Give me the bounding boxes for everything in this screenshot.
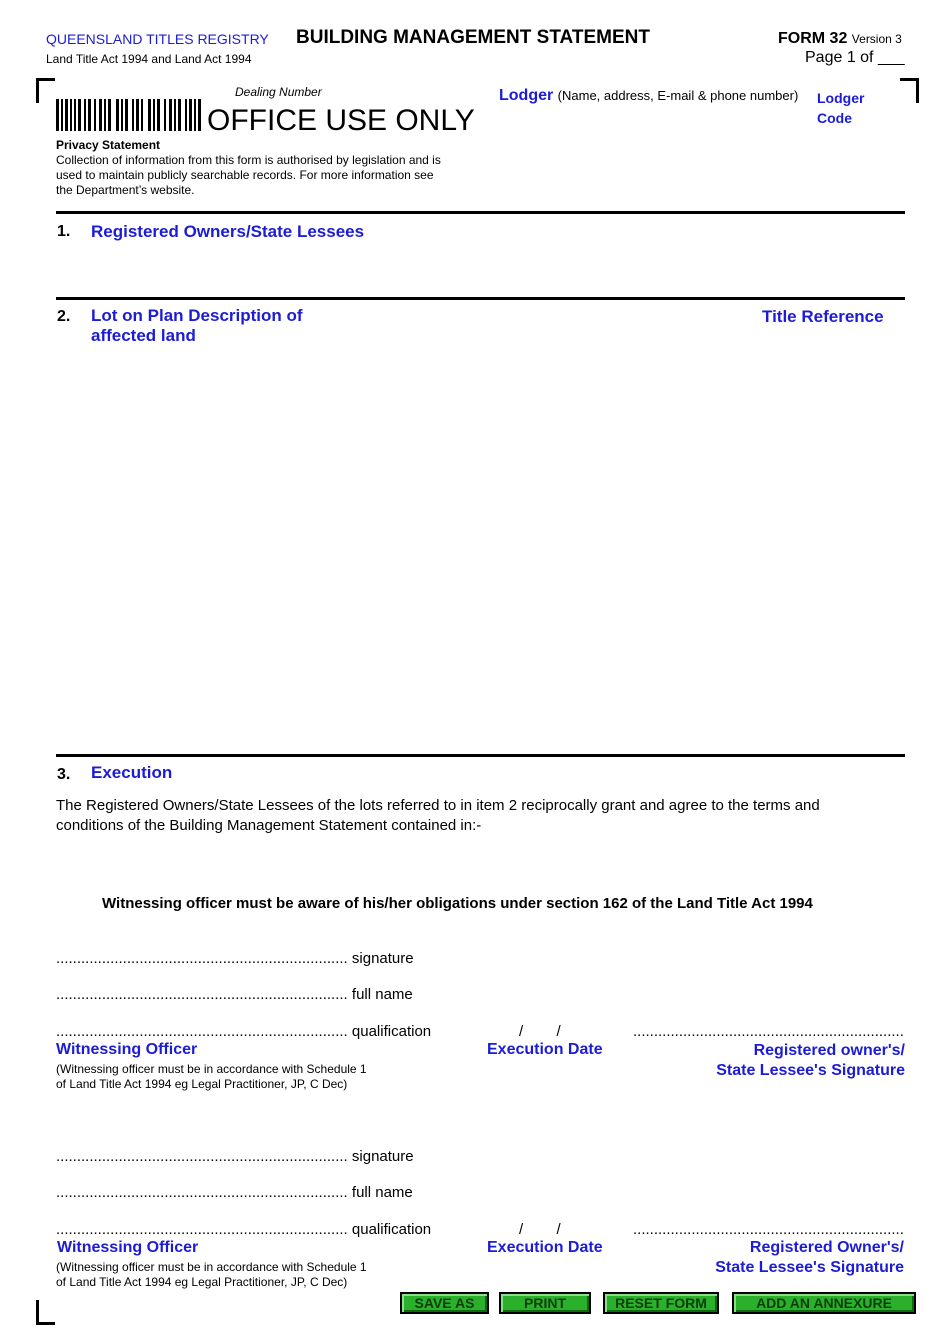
execution-date-label: Execution Date [487,1041,603,1058]
print-button[interactable]: PRINT [499,1292,591,1314]
reset-form-button[interactable]: RESET FORM [603,1292,719,1314]
execution-date-field[interactable]: / / [519,1023,561,1040]
signature-dots: ...................................................................... [56,1148,348,1165]
lodger-code-label [817,88,864,128]
witnessing-officer-label: Witnessing Officer [57,1239,199,1256]
lodger-code-line1: Lodger [817,90,865,106]
owner-signature-label-line2: State Lessee's Signature [715,1259,904,1276]
section2-number: 2. [57,308,71,325]
qualification-dots: ...................................................................... [56,1221,348,1238]
add-annexure-button[interactable]: ADD AN ANNEXURE [732,1292,916,1314]
witnessing-officer-label: Witnessing Officer [56,1041,198,1058]
execution-text-line1: The Registered Owners/State Lessees of the lots referred to in item 2 reciprocally grant and agree to the terms and [56,797,820,814]
section2-title-line1: Lot on Plan Description of [91,306,303,325]
signature-dots: ...................................................................... [56,950,348,967]
witness-note-line1: (Witnessing officer must be in accordance with Schedule 1 [56,1260,367,1274]
execution-text-line2: conditions of the Building Management Statement contained in:- [56,817,482,834]
lodger-label: Lodger [499,87,554,104]
owner-signature-label-line1: Registered owner's/ [753,1042,905,1059]
section-divider [56,297,905,300]
execution-text [56,796,820,836]
witness-note-line1: (Witnessing officer must be in accordance with Schedule 1 [56,1062,367,1076]
privacy-line: the Department’s website. [56,183,195,197]
section1-number: 1. [57,223,71,240]
corner-mark-top-left [36,78,55,103]
section-divider [56,211,905,214]
witness-full-name-line[interactable] [56,986,413,1003]
witness-signature-line[interactable] [56,1148,414,1165]
witness-note [56,1260,367,1290]
title-reference-label: Title Reference [762,307,884,326]
execution-date-label: Execution Date [487,1239,603,1256]
bms-contained-in-field[interactable] [56,838,901,882]
section1-title: Registered Owners/State Lessees [91,222,365,241]
page-indicator: Page 1 of ___ [805,49,905,66]
owner-signature-label-line1: Registered Owner's/ [749,1239,904,1256]
witness-qualification-line[interactable] [56,1221,431,1238]
form-number-line [778,30,902,48]
barcode-icon [56,99,202,131]
execution-date-field[interactable]: / / [519,1221,561,1238]
form-version: Version 3 [851,32,902,46]
corner-mark-top-right [900,78,919,103]
witness-signature-line[interactable] [56,950,414,967]
privacy-line: used to maintain publicly searchable records. For more information see [56,168,434,182]
full-name-label: full name [351,986,413,1003]
full-name-label: full name [351,1184,413,1201]
witness-notice: Witnessing officer must be aware of his/her obligations under section 162 of the Land Title Act 1994 [102,895,813,912]
section3-number: 3. [57,766,71,783]
owner-signature-line[interactable]: ................................................................. [633,1023,904,1040]
lodger-field-label [499,87,798,105]
witness-note-line2: of Land Title Act 1994 eg Legal Practitioner, JP, C Dec) [56,1275,348,1289]
lodger-code-line2: Code [817,110,852,126]
privacy-statement [56,138,441,198]
owner-signature-line[interactable]: ................................................................. [633,1221,904,1238]
full-name-dots: ...................................................................... [56,1184,348,1201]
owner-signature-label-line2: State Lessee's Signature [716,1062,905,1079]
form-title: BUILDING MANAGEMENT STATEMENT [296,27,650,48]
dealing-number-label: Dealing Number [235,85,322,99]
title-reference-field[interactable] [720,352,901,747]
acts-line: Land Title Act 1994 and Land Act 1994 [46,52,252,66]
section3-title: Execution [91,763,173,782]
signature-label: signature [351,1148,414,1165]
lot-on-plan-field[interactable] [91,352,691,747]
lodger-hint: (Name, address, E-mail & phone number) [557,88,799,103]
office-use-only-label: OFFICE USE ONLY [207,104,475,137]
qualification-label: qualification [351,1221,432,1238]
witness-note [56,1062,367,1092]
qualification-label: qualification [351,1023,432,1040]
signature-label: signature [351,950,414,967]
registry-name: QUEENSLAND TITLES REGISTRY [46,31,269,47]
owner-signature-label [715,1238,904,1278]
save-as-button[interactable]: SAVE AS [400,1292,489,1314]
section2-title [91,306,303,346]
qualification-dots: ...................................................................... [56,1023,348,1040]
full-name-dots: ...................................................................... [56,986,348,1003]
corner-mark-bottom-left [36,1300,55,1325]
section2-title-line2: affected land [91,326,196,345]
registered-owners-field[interactable] [91,246,901,294]
section-divider [56,754,905,757]
witness-full-name-line[interactable] [56,1184,413,1201]
privacy-line: Collection of information from this form is authorised by legislation and is [56,153,441,167]
privacy-title: Privacy Statement [56,138,161,152]
witness-qualification-line[interactable] [56,1023,431,1040]
form-number: FORM 32 [778,30,848,47]
witness-note-line2: of Land Title Act 1994 eg Legal Practitioner, JP, C Dec) [56,1077,348,1091]
owner-signature-label [716,1041,905,1081]
